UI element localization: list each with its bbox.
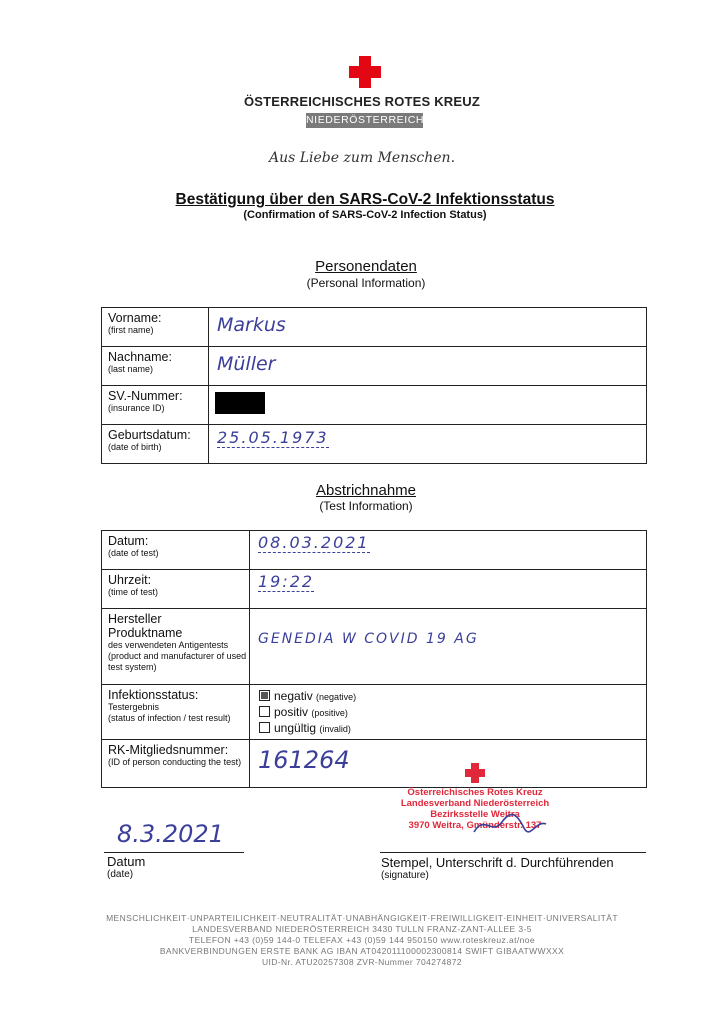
date-signature-line <box>104 852 244 853</box>
row-last-name <box>102 347 647 386</box>
footer-bank: BANKVERBINDUNGEN ERSTE BANK AG IBAN AT042011100002300814 SWIFT GIBAATWWXXX <box>159 946 565 956</box>
signature-label: Stempel, Unterschrift d. Durchführenden <box>381 855 614 870</box>
member-value[interactable]: 161264 <box>258 746 350 774</box>
stamp-line-3: Bezirksstelle Weitra <box>430 809 520 820</box>
stamp-line-4: 3970 Weitra, Gmünderstr. 137 <box>408 820 542 831</box>
footer-registry: UID-Nr. ATU20257308 ZVR-Nummer 704274872 <box>261 957 463 967</box>
signature-date-label-en: (date) <box>107 869 134 880</box>
manufacturer-label-de: des verwendeten Antigentests <box>108 640 229 650</box>
test-date-value[interactable]: 08.03.2021 <box>258 533 370 552</box>
stamp-cross-icon <box>465 763 485 783</box>
test-date-label: Datum: <box>108 534 149 548</box>
first-name-label-en: (first name) <box>108 325 154 335</box>
status-label: Infektionsstatus: <box>108 688 199 702</box>
test-time-value[interactable]: 19:22 <box>258 572 315 591</box>
test-table <box>101 530 647 788</box>
dob-value[interactable]: 25.05.1973 <box>217 428 329 447</box>
status-options <box>250 685 646 737</box>
first-name-value[interactable]: Markus <box>217 314 286 336</box>
signature-label-en: (signature) <box>381 870 429 881</box>
stamp-line-2: Landesverband Niederösterreich <box>400 798 550 809</box>
checkbox-icon[interactable] <box>259 722 270 733</box>
row-manufacturer <box>102 609 647 685</box>
test-date-label-en: (date of test) <box>108 548 159 558</box>
document-subtitle: (Confirmation of SARS-CoV-2 Infection Status) <box>243 209 487 221</box>
checkbox-icon[interactable] <box>259 706 270 717</box>
footer-contact: TELEFON +43 (0)59 144-0 TELEFAX +43 (0)59 144 950150 www.roteskreuz.at/noe <box>188 935 535 945</box>
manufacturer-label-en: (product and manufacturer of used test system) <box>108 651 247 672</box>
member-label: RK-Mitgliedsnummer: <box>108 743 229 757</box>
status-label-en: (status of infection / test result) <box>108 713 231 723</box>
row-status <box>102 685 647 740</box>
footer-address: LANDESVERBAND NIEDERÖSTERREICH 3430 TULLN FRANZ-ZANT-ALLEE 3-5 <box>192 924 532 934</box>
red-cross-logo <box>349 56 381 88</box>
row-first-name <box>102 308 647 347</box>
row-test-time <box>102 570 647 609</box>
option-invalid[interactable]: ungültig (invalid) <box>259 721 646 737</box>
test-time-label-en: (time of test) <box>108 587 159 597</box>
signature-date-label: Datum <box>107 854 146 869</box>
row-member <box>102 740 647 788</box>
test-time-label: Uhrzeit: <box>108 573 152 587</box>
manufacturer-label-1: Hersteller <box>108 612 162 626</box>
region-badge: NIEDERÖSTERREICH <box>306 114 425 126</box>
insurance-label-en: (insurance ID) <box>108 403 165 413</box>
document-title: Bestätigung über den SARS-CoV-2 Infektionsstatus <box>175 191 555 208</box>
manufacturer-label-2: Produktname <box>108 626 183 640</box>
manufacturer-value[interactable]: GENEDIA W COVID 19 AG <box>258 631 479 647</box>
first-name-label: Vorname: <box>108 311 162 325</box>
dob-label: Geburtsdatum: <box>108 428 191 442</box>
option-positive[interactable]: positiv (positive) <box>259 705 646 721</box>
test-heading: Abstrichnahme <box>315 482 417 499</box>
personal-heading-en: (Personal Information) <box>306 276 426 290</box>
insurance-label: SV.-Nummer: <box>108 389 183 403</box>
organization-name: ÖSTERREICHISCHES ROTES KREUZ <box>243 94 480 109</box>
personal-table <box>101 307 647 464</box>
last-name-label-en: (last name) <box>108 364 154 374</box>
handwritten-signature <box>470 810 550 840</box>
status-label-de: Testergebnis <box>108 702 160 712</box>
stamp-line-1: Österreichisches Rotes Kreuz <box>407 787 543 798</box>
last-name-label: Nachname: <box>108 350 172 364</box>
signature-date-value[interactable]: 8.3.2021 <box>117 820 224 848</box>
checkbox-checked-icon[interactable] <box>259 690 270 701</box>
personal-heading: Personendaten <box>315 258 417 275</box>
slogan: Aus Liebe zum Menschen. <box>268 150 456 166</box>
test-heading-en: (Test Information) <box>319 499 413 513</box>
last-name-value[interactable]: Müller <box>217 353 276 375</box>
row-test-date <box>102 531 647 570</box>
row-dob <box>102 425 647 464</box>
footer-principles: MENSCHLICHKEIT·UNPARTEILICHKEIT·NEUTRALITÄT·UNABHÄNGIGKEIT·FREIWILLIGKEIT·EINHEIT·UNIVERSALITÄT <box>106 913 618 923</box>
insurance-redaction <box>215 392 265 414</box>
option-negative[interactable]: negativ (negative) <box>259 689 646 705</box>
member-label-en: (ID of person conducting the test) <box>108 757 242 767</box>
row-insurance <box>102 386 647 425</box>
dob-label-en: (date of birth) <box>108 442 162 452</box>
stamp-signature-line <box>380 852 646 853</box>
